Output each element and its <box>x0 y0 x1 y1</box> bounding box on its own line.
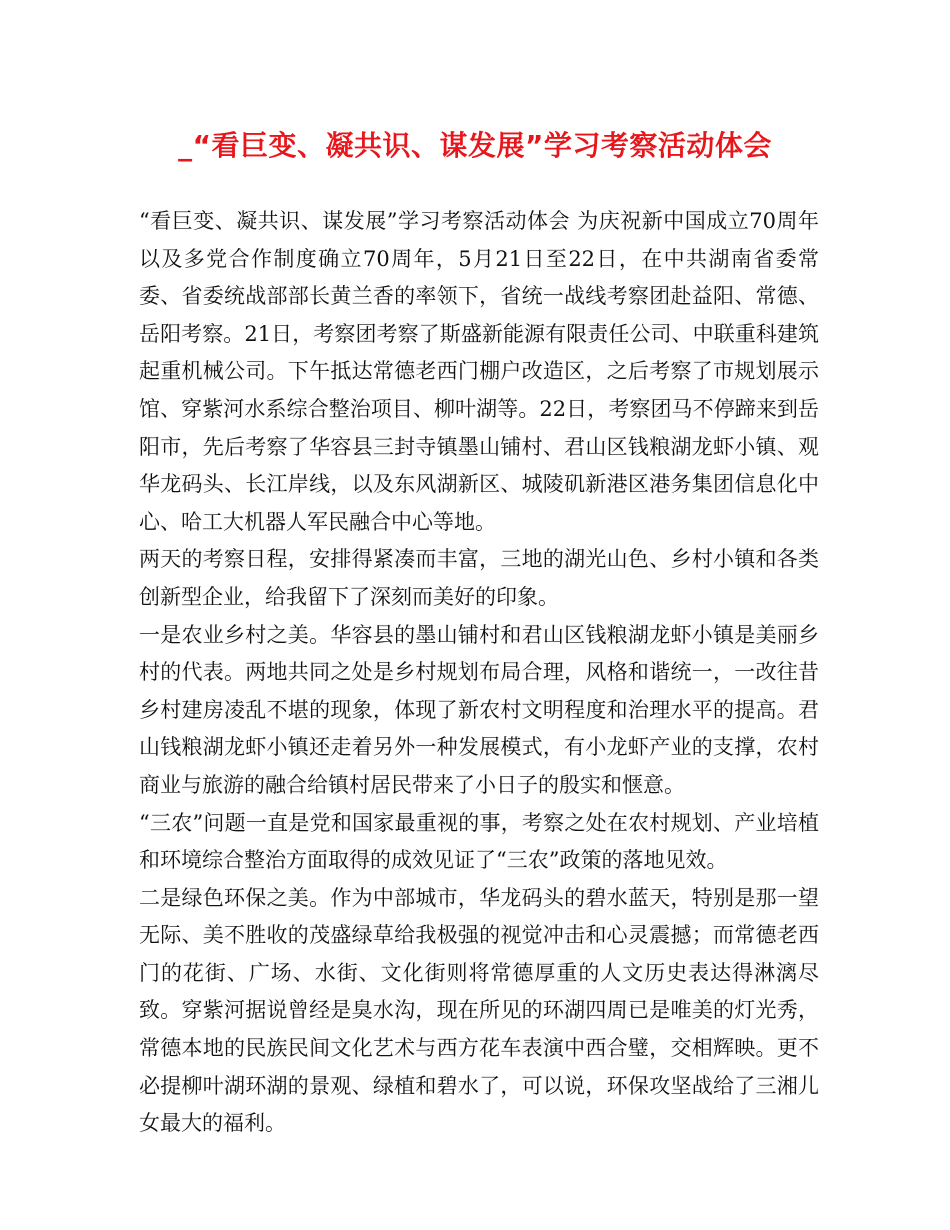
paragraph-schedule: 两天的考察日程，安排得紧凑而丰富，三地的湖光山色、乡村小镇和各类创新型企业，给我留下了深刻而美好的印象。 <box>139 547 819 609</box>
document-title: _“看巨变、凝共识、谋发展”学习考察活动体会 <box>178 129 772 162</box>
paragraph-three-rural: “三农”问题一直是党和国家最重视的事，考察之处在农村规划、产业培植和环境综合整治方面取得的成效见证了“三农”政策的落地见效。 <box>139 810 819 873</box>
paragraph-rural-beauty: 一是农业乡村之美。华容县的墨山铺村和君山区钱粮湖龙虾小镇是美丽乡村的代表。两地共同之处是乡村规划布局合理，风格和谐统一，一改往昔乡村建房凌乱不堪的现象，体现了新农村文明程度和治理水平的提高。君山钱粮湖龙虾小镇还走着另外一种发展模式，有小龙虾产业的支撑，农村商业与旅游的融合给镇村居民带来了小日子的殷实和惬意。 <box>139 622 819 797</box>
paragraph-green-beauty: 二是绿色环保之美。作为中部城市，华龙码头的碧水蓝天，特别是那一望无际、美不胜收的茂盛绿草给我极强的视觉冲击和心灵震撼；而常德老西门的花街、广场、水街、文化街则将常德厚重的人文历史表达得淋漓尽致。穿紫河据说曾经是臭水沟，现在所见的环湖四周已是唯美的灯光秀，常德本地的民族民间文化艺术与西方花车表演中西合璧，交相辉映。更不必提柳叶湖环湖的景观、绿植和碧水了，可以说，环保攻坚战给了三湘儿女最大的福利。 <box>139 885 819 1136</box>
document-body <box>139 203 819 1143</box>
paragraph-intro: “看巨变、凝共识、谋发展”学习考察活动体会 为庆祝新中国成立70周年以及多党合作制度确立70周年，5月21日至22日，在中共湖南省委常委、省委统战部部长黄兰香的率领下，省统一战线考察团赴益阳、常德、岳阳考察。21日，考察团考察了斯盛新能源有限责任公司、中联重科建筑起重机械公司。下午抵达常德老西门棚户改造区，之后考察了市规划展示馆、穿紫河水系综合整治项目、柳叶湖等。22日，考察团马不停蹄来到岳阳市，先后考察了华容县三封寺镇墨山铺村、君山区钱粮湖龙虾小镇、观华龙码头、长江岸线，以及东风湖新区、城陵矶新港区港务集团信息化中心、哈工大机器人军民融合中心等地。 <box>139 209 819 534</box>
